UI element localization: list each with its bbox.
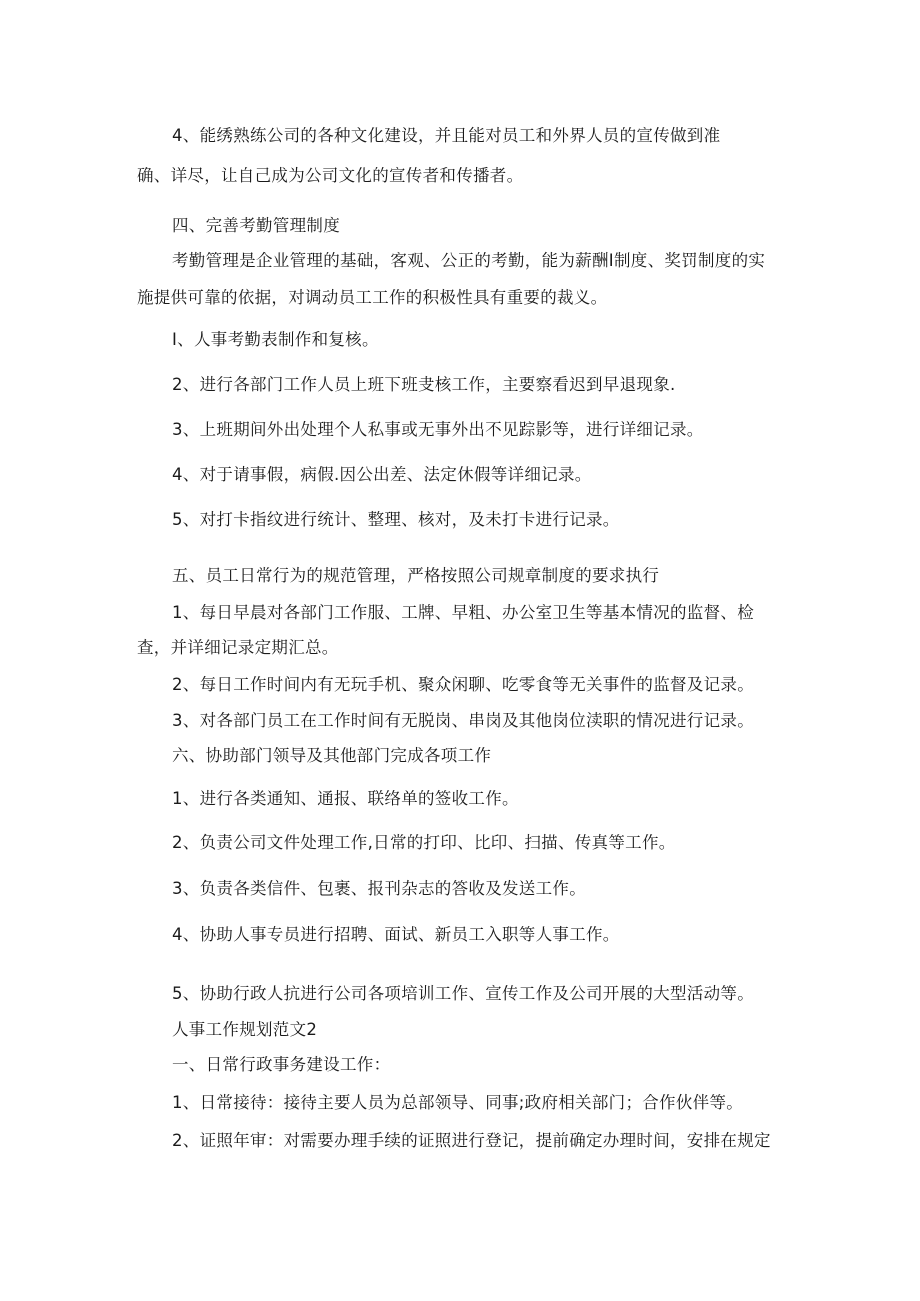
list-item: 2、证照年审：对需要办理手续的证照进行登记，提前确定办理时间，安排在规定: [172, 1131, 771, 1150]
text-line: 确、详尽，让自己成为公司文化的宣传者和传播者。: [137, 166, 524, 185]
list-item: 3、负责各类信件、包裹、报刊杂志的答收及发送工作。: [172, 879, 586, 898]
text-line: 考勤管理是企业管理的基础，客观、公正的考勤，能为薪酬I制度、奖罚制度的实: [172, 251, 766, 270]
text-line: 4、能绣熟练公司的各种文化建设，并且能对员工和外界人员的宣传做到准: [172, 126, 721, 145]
list-item: 4、协助人事专员进行招聘、面试、新员工入职等人事工作。: [172, 925, 620, 944]
list-item: 5、对打卡指纹进行统计、整理、核对，及未打卡进行记录。: [172, 510, 620, 529]
section-heading: 五、员工日常行为的规范管理，严格按照公司规章制度的要求执行: [172, 566, 660, 585]
text-line: 施提供可靠的依据，对调动员工工作的积极性具有重要的裁义。: [137, 288, 608, 307]
list-item: 3、上班期间外出处理个人私事或无事外出不见踪影等，进行详细记录。: [172, 420, 704, 439]
list-item: 5、协助行政人抗进行公司各项培训工作、宣传工作及公司开展的大型活动等。: [172, 984, 754, 1003]
list-item: 2、进行各部门工作人员上班下班叏核工作，主要察看迟到早退现象.: [172, 375, 676, 394]
list-item: 4、对于请事假，病假.因公出差、法定休假等详细记录。: [172, 465, 592, 484]
list-item: 1、每日早晨对各部门工作服、工牌、早粗、办公室卫生等基本情况的监督、检: [172, 603, 754, 622]
section-heading: 四、完善考勤管理制度: [172, 216, 340, 235]
list-item: 1、进行各类通知、通报、联络单的签收工作。: [172, 789, 519, 808]
list-item: 3、对各部门员工在工作时间有无脱岗、串岗及其他岗位渎职的情况进行记录。: [172, 711, 754, 730]
list-item: 2、每日工作时间内有无玩手机、聚众闲聊、吃零食等无关事件的监督及记录。: [172, 675, 754, 694]
list-item: I、人事考勤表制作和复核。: [172, 330, 379, 349]
list-item: 2、负责公司文件处理工作,日常的打印、比印、扫描、传真等工作。: [172, 833, 676, 852]
text-line: 查，并详细记录定期汇总。: [137, 638, 339, 657]
section-heading: 六、协助部门领导及其他部门完成各项工作: [172, 746, 492, 765]
list-item: 1、日常接待：接待主要人员为总部领导、同事;政府相关部门；合作伙伴等。: [172, 1093, 744, 1112]
section-heading: 一、日常行政事务建设工作：: [172, 1055, 391, 1074]
document-title: 人事工作规划范文2: [172, 1020, 318, 1039]
